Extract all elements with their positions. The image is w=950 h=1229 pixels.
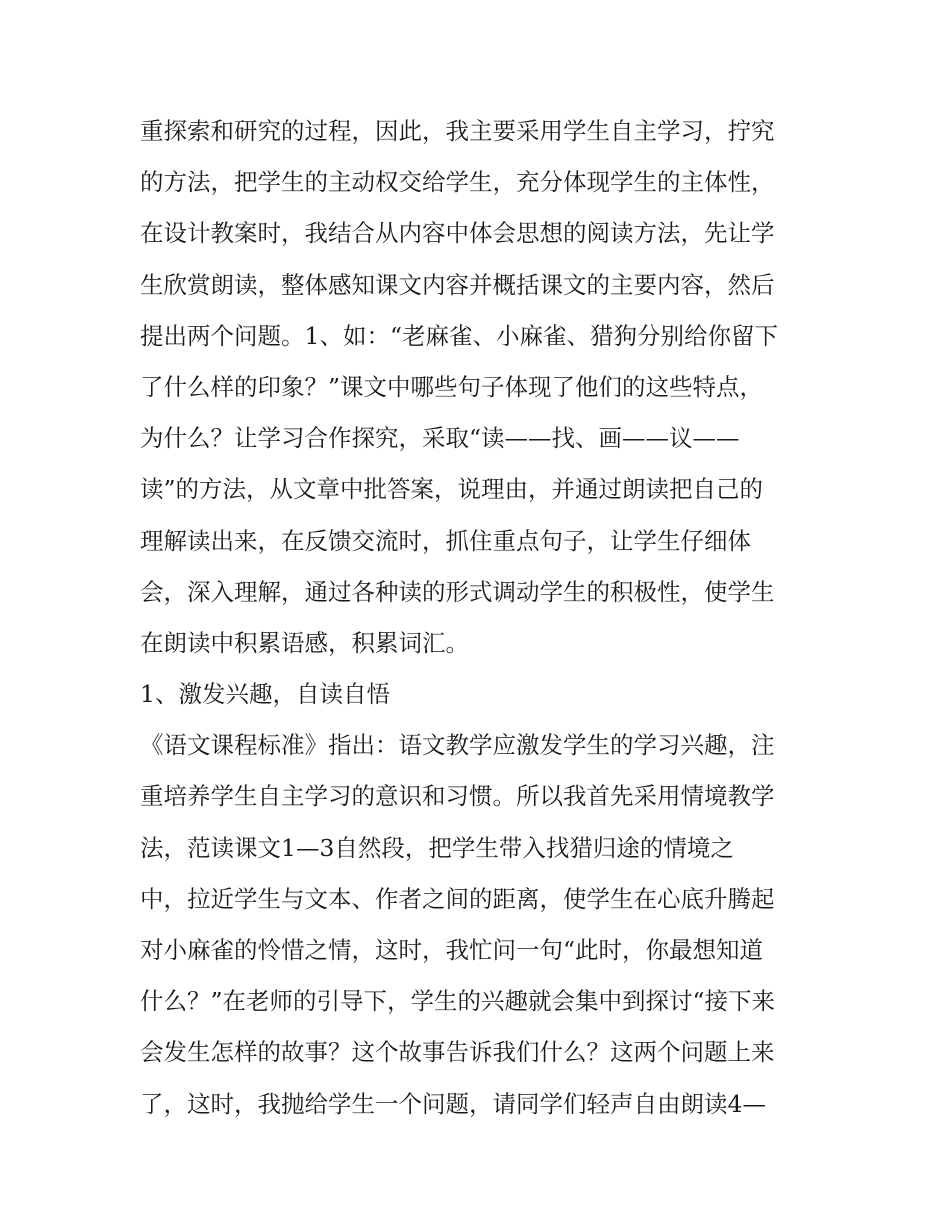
text-line: 《语文课程标准》指出：语文教学应激发学生的学习兴趣，注 xyxy=(140,731,775,760)
text-line: 重培养学生自主学习的意识和习惯。所以我首先采用情境教学 xyxy=(140,782,775,811)
text-line: 会，深入理解，通过各种读的形式调动学生的积极性，使学生 xyxy=(140,577,775,606)
text-line: 生欣赏朗读，整体感知课文内容并概括课文的主要内容，然后 xyxy=(140,270,775,299)
text-line: 对小麻雀的怜惜之情，这时，我忙问一句“此时，你最想知道 xyxy=(140,936,764,964)
text-line: 的方法，把学生的主动权交给学生，充分体现学生的主体性， xyxy=(140,168,775,197)
text-line: 重探索和研究的过程，因此，我主要采用学生自主学习，拧究 xyxy=(140,117,775,145)
text-line: 在设计教案时，我结合从内容中体会思想的阅读方法，先让学 xyxy=(140,219,775,248)
text-line: 什么？”在老师的引导下，学生的兴趣就会集中到探讨“接下来 xyxy=(140,987,776,1016)
text-line: 法，范读课文1—3自然段，把学生带入找猎归途的情境之 xyxy=(140,833,734,862)
text-line: 读”的方法，从文章中批答案，说理由，并通过朗读把自己的 xyxy=(140,475,764,504)
text-line: 了什么样的印象？”课文中哪些句子体现了他们的这些特点， xyxy=(140,372,764,401)
text-line: 理解读出来，在反馈交流时，抓住重点句子，让学生仔细体 xyxy=(140,526,751,555)
text-line: 提出两个问题。1、如：“老麻雀、小麻雀、猎狗分别给你留下 xyxy=(140,321,778,350)
text-line: 中，拉近学生与文本、作者之间的距离，使学生在心底升腾起 xyxy=(140,884,775,913)
text-line: 为什么？让学习合作探究，采取“读——找、画——议—— xyxy=(140,424,740,453)
text-line: 会发生怎样的故事？这个故事告诉我们什么？这两个问题上来 xyxy=(140,1038,775,1067)
text-line: 1、激发兴趣，自读自悟 xyxy=(140,680,390,709)
body-text xyxy=(140,106,820,1130)
text-line: 了，这时，我抛给学生一个问题，请同学们轻声自由朗读4— xyxy=(140,1089,766,1118)
text-line: 在朗读中积累语感，积累词汇。 xyxy=(140,628,469,657)
